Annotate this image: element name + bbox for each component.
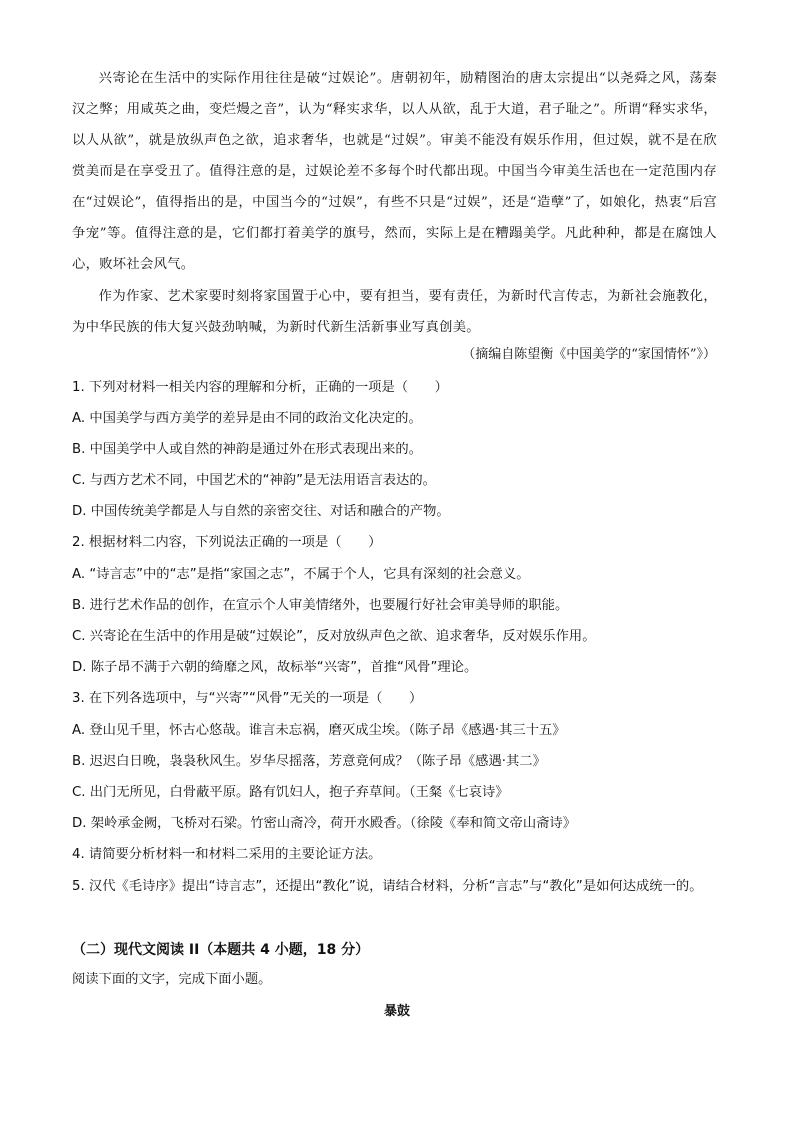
article-title: 暴鼓 — [383, 1004, 410, 1019]
question-2-option-c: C. 兴寄论在生活中的作用是破“过娱论”，反对放纵声色之欲、追求奢华，反对娱乐作用。 — [72, 629, 596, 644]
question-1-option-b: B. 中国美学中人或自然的神韵是通过外在形式表现出来的。 — [72, 442, 422, 457]
material-paragraph-2: 作为作家、艺术家要时刻将家国置于心中，要有担当，要有责任，为新时代言传志，为新社会施教化，为中华民族的伟大复兴鼓劲呐喊，为新时代新生活新事业写真创美。 — [72, 289, 717, 335]
question-1-option-a: A. 中国美学与西方美学的差异是由不同的政治文化决定的。 — [72, 411, 422, 426]
question-2-stem: 2. 根据材料二内容，下列说法正确的一项是（ ） — [72, 535, 382, 550]
section-instruction: 阅读下面的文字，完成下面小题。 — [72, 972, 272, 987]
question-3-option-b: B. 迟迟白日晚，袅袅秋风生。岁华尽摇落，芳意竟何成？（陈子昂《感遇·其二》 — [72, 754, 546, 769]
question-3-option-c: C. 出门无所见，白骨蔽平原。路有饥妇人，抱子弃草间。（王粲《七哀诗》 — [72, 785, 509, 800]
section-heading: （二）现代文阅读 II（本题共 4 小题，18 分） — [72, 942, 370, 958]
question-2-option-b: B. 进行艺术作品的创作，在宣示个人审美情绪外，也要履行好社会审美导师的职能。 — [72, 598, 569, 613]
question-2-option-a: A. “诗言志”中的“志”是指“家国之志”，不属于个人，它具有深刻的社会意义。 — [72, 567, 530, 582]
question-1-stem: 1. 下列对材料一相关内容的理解和分析，正确的一项是（ ） — [72, 380, 448, 395]
question-5: 5. 汉代《毛诗序》提出“诗言志”，还提出“教化”说，请结合材料，分析“言志”与“教化”是如何达成统一的。 — [72, 879, 703, 894]
question-2-option-d: D. 陈子昂不满于六朝的绮靡之风，故标举“兴寄”，首推“风骨”理论。 — [72, 660, 478, 675]
question-3-stem: 3. 在下列各选项中，与“兴寄”“风骨”无关的一项是（ ） — [72, 691, 423, 706]
question-4: 4. 请简要分析材料一和材料二采用的主要论证方法。 — [72, 847, 382, 862]
material-source: （摘编自陈望衡《中国美学的“家国情怀”》） — [462, 347, 716, 362]
question-3-option-d: D. 架岭承金阙，飞桥对石梁。竹密山斋冷，荷开水殿香。（徐陵《奉和简文帝山斋诗》 — [72, 816, 577, 831]
material-paragraph-1: 兴寄论在生活中的实际作用往往是破“过娱论”。唐朝初年，励精图治的唐太宗提出“以尧舜之风，荡秦汉之弊；用咸英之曲，变烂熳之音”，认为“释实求华，以人从欲，乱于大道，君子耻之”。所谓“释实求华，以人从欲”，就是放纵声色之欲，追求奢华，也就是“过娱”。审美不能没有娱乐作用，但过娱，就不是在欣赏美而是在享受丑了。值得注意的是，过娱论差不多每个时代都出现。中国当今审美生活也在一定范围内存在“过娱论”，值得指出的是，中国当今的“过娱”，有些不只是“过娱”，还是“造孽”了，如娘化，热衷“后宫争宠”等。值得注意的是，它们都打着美学的旗号，然而，实际上是在糟蹋美学。凡此种种，都是在腐蚀人心，败坏社会风气。 — [72, 71, 717, 272]
question-3-option-a: A. 登山见千里，怀古心悠哉。谁言未忘祸，磨灭成尘埃。（陈子昂《感遇·其三十五》 — [72, 723, 566, 738]
question-1-option-d: D. 中国传统美学都是人与自然的亲密交往、对话和融合的产物。 — [72, 504, 450, 519]
question-1-option-c: C. 与西方艺术不同，中国艺术的“神韵”是无法用语言表达的。 — [72, 473, 436, 488]
